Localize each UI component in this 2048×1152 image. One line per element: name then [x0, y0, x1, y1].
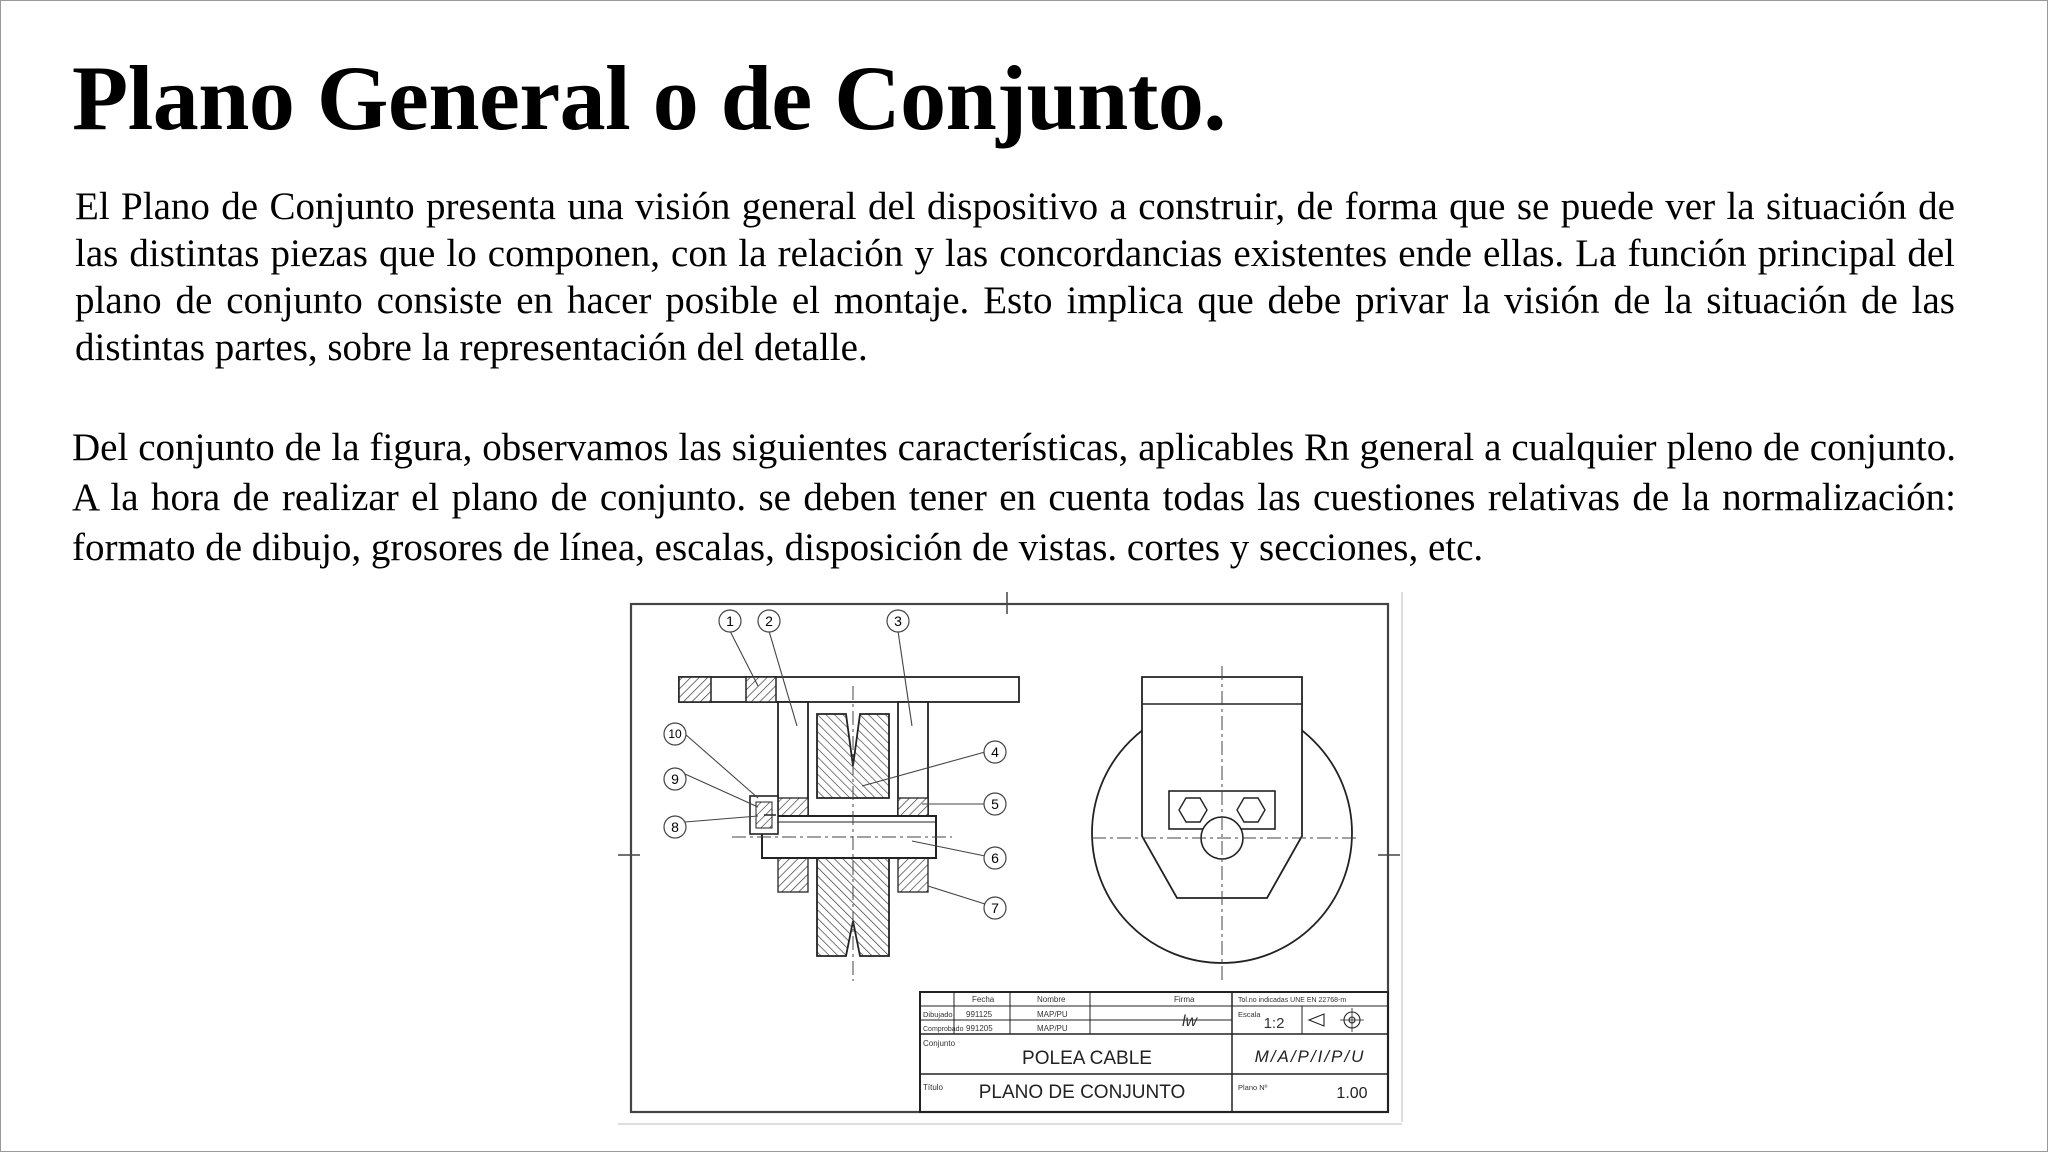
balloon-5 — [984, 793, 1006, 815]
scale-label: Escala — [1238, 1010, 1261, 1019]
svg-text:1: 1 — [726, 613, 734, 629]
balloon-4 — [984, 741, 1006, 763]
svg-text:9: 9 — [671, 771, 679, 787]
tolerance-note: Tol.no indicadas UNE EN 22768-m — [1238, 997, 1347, 1004]
conjunto-label: Conjunto — [923, 1039, 956, 1048]
balloon-7 — [984, 897, 1006, 919]
balloon-1 — [719, 610, 741, 632]
row2-date: 991205 — [966, 1024, 993, 1033]
row1-label: Dibujado — [923, 1010, 953, 1019]
row2-label: Comprobado — [923, 1026, 964, 1033]
signature: lw — [1182, 1013, 1198, 1030]
svg-text:7: 7 — [991, 900, 999, 916]
balloon-10 — [664, 723, 686, 745]
company-mark: M/A/P/I/P/U — [1254, 1047, 1366, 1066]
balloon-2 — [758, 610, 780, 632]
assembly-drawing — [612, 586, 1406, 1130]
scale-value: 1:2 — [1263, 1015, 1285, 1032]
slide-title: Plano General o de Conjunto. — [72, 47, 1226, 149]
plano-value: 1.00 — [1336, 1085, 1368, 1102]
titulo-label: Título — [923, 1083, 944, 1092]
balloon-6 — [984, 847, 1006, 869]
col-fecha-label: Fecha — [972, 995, 995, 1004]
balloon-9 — [664, 768, 686, 790]
characteristics-paragraph: Del conjunto de la figura, observamos las siguientes características, aplicables Rn general a cualquier pleno de conjunto. A la hora de realizar el plano de conjunto. se deben tener en cuenta todas las cuestiones relativas de la normalización: formato de dibujo, grosores de línea, escalas, disposición de vistas. cortes y secciones, etc. — [72, 426, 1956, 569]
assembly-drawing-figure — [612, 586, 1406, 1130]
plano-label: Plano Nº — [1238, 1083, 1268, 1092]
svg-text:10: 10 — [668, 727, 682, 741]
svg-text:4: 4 — [991, 744, 999, 760]
intro-paragraph: El Plano de Conjunto presenta una visión general del dispositivo a construir, de forma que se puede ver la situación de las distintas piezas que lo componen, con la relación y las concordancias existentes ende ellas. La función principal del plano de conjunto consiste en hacer posible el montaje. Esto implica que debe privar la visión de la situación de las distintas partes, sobre la representación del detalle. — [75, 185, 1955, 369]
conjunto-value: POLEA CABLE — [1022, 1048, 1152, 1069]
svg-text:6: 6 — [991, 850, 999, 866]
row2-name: MAP/PU — [1037, 1024, 1068, 1033]
row1-date: 991125 — [966, 1010, 993, 1019]
svg-text:8: 8 — [671, 819, 679, 835]
svg-text:5: 5 — [991, 796, 999, 812]
svg-text:3: 3 — [894, 613, 902, 629]
balloon-3 — [887, 610, 909, 632]
col-firma-label: Firma — [1174, 995, 1195, 1004]
col-nombre-label: Nombre — [1037, 995, 1066, 1004]
row1-name: MAP/PU — [1037, 1010, 1068, 1019]
balloon-8 — [664, 816, 686, 838]
svg-text:2: 2 — [765, 613, 773, 629]
titulo-value: PLANO DE CONJUNTO — [978, 1082, 1186, 1103]
